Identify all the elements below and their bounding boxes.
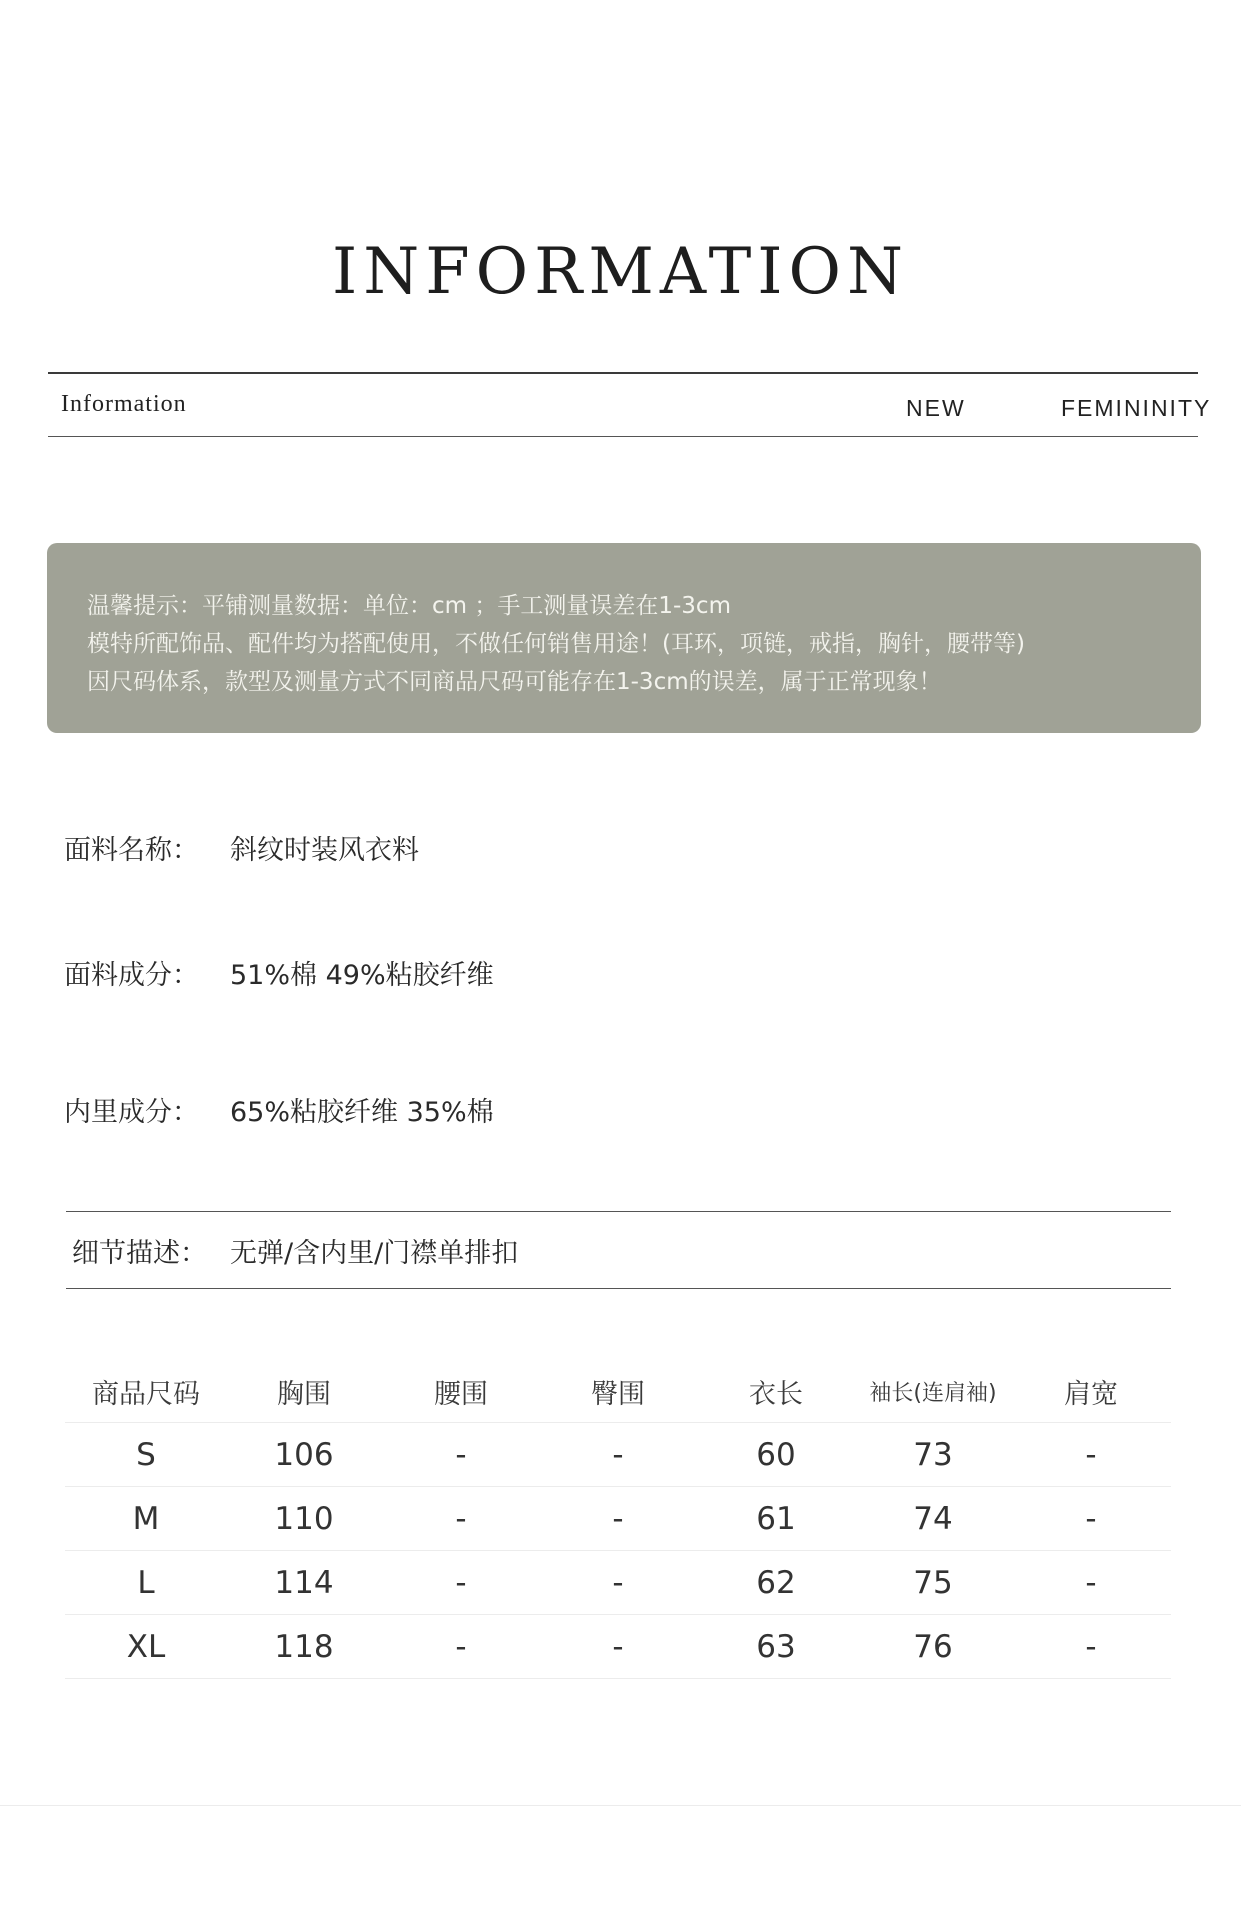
header-top-divider (48, 372, 1198, 374)
header-sleeve: 袖长(连肩袖) (869, 1380, 997, 1406)
header-waist: 腰围 (434, 1378, 488, 1410)
cell-hip: - (612, 1436, 624, 1473)
header-bottom-divider (48, 436, 1198, 437)
notice-box (47, 543, 1201, 733)
subbar-femininity-label: FEMININITY (1061, 395, 1212, 421)
cell-size: M (132, 1500, 160, 1537)
table-row (65, 1423, 1171, 1487)
fabric-name-row (64, 828, 419, 867)
cell-size: L (137, 1564, 155, 1601)
detail-top-divider (66, 1211, 1171, 1212)
header-length: 衣长 (749, 1378, 803, 1410)
header-hip: 臀围 (591, 1378, 645, 1410)
cell-length: 63 (756, 1628, 796, 1665)
subbar-information-label: Information (61, 391, 187, 417)
fabric-composition-label: 面料成分： (64, 960, 199, 991)
notice-line-3: 因尺码体系，款型及测量方式不同商品尺码可能存在1-3cm的误差，属于正常现象！ (87, 669, 942, 695)
cell-sleeve: 74 (913, 1500, 953, 1537)
cell-length: 62 (756, 1564, 796, 1601)
size-table-header-row (65, 1360, 1171, 1423)
header-size: 商品尺码 (92, 1378, 200, 1410)
size-table (65, 1360, 1171, 1679)
cell-shoulder: - (1085, 1564, 1097, 1601)
cell-waist: - (455, 1500, 467, 1537)
fabric-name-value: 斜纹时装风衣料 (230, 835, 419, 866)
header-shoulder: 肩宽 (1064, 1378, 1118, 1410)
cell-shoulder: - (1085, 1500, 1097, 1537)
cell-bust: 106 (274, 1436, 334, 1473)
table-row (65, 1551, 1171, 1615)
cell-bust: 114 (274, 1564, 334, 1601)
table-row (65, 1615, 1171, 1679)
fabric-composition-value: 51%棉 49%粘胶纤维 (230, 960, 494, 991)
cell-size: XL (126, 1628, 166, 1665)
cell-sleeve: 73 (913, 1436, 953, 1473)
detail-row (72, 1231, 518, 1270)
notice-line-2: 模特所配饰品、配件均为搭配使用，不做任何销售用途！(耳环，项链，戒指，胸针，腰带等) (87, 631, 1025, 657)
cell-size: S (136, 1436, 156, 1473)
cell-waist: - (455, 1628, 467, 1665)
cell-shoulder: - (1085, 1436, 1097, 1473)
cell-hip: - (612, 1564, 624, 1601)
detail-label: 细节描述： (72, 1238, 207, 1269)
cell-length: 60 (756, 1436, 796, 1473)
lining-composition-label: 内里成分： (64, 1097, 199, 1128)
fabric-composition-row (64, 953, 494, 992)
cell-hip: - (612, 1628, 624, 1665)
page-title: INFORMATION (331, 235, 910, 309)
cell-waist: - (455, 1436, 467, 1473)
lining-composition-value: 65%粘胶纤维 35%棉 (230, 1097, 494, 1128)
cell-length: 61 (756, 1500, 796, 1537)
detail-bottom-divider (66, 1288, 1171, 1289)
notice-line-1: 温馨提示：平铺测量数据：单位：cm ；手工测量误差在1-3cm (87, 593, 731, 619)
header-bust: 胸围 (277, 1378, 331, 1410)
table-row (65, 1487, 1171, 1551)
fabric-name-label: 面料名称： (64, 835, 199, 866)
cell-shoulder: - (1085, 1628, 1097, 1665)
cell-sleeve: 76 (913, 1628, 953, 1665)
cell-bust: 110 (274, 1500, 334, 1537)
footer-divider (0, 1805, 1241, 1806)
cell-waist: - (455, 1564, 467, 1601)
subbar-new-label: NEW (906, 395, 966, 421)
detail-value: 无弹/含内里/门襟单排扣 (230, 1238, 519, 1269)
cell-bust: 118 (274, 1628, 334, 1665)
lining-composition-row (64, 1090, 494, 1129)
cell-hip: - (612, 1500, 624, 1537)
cell-sleeve: 75 (913, 1564, 953, 1601)
